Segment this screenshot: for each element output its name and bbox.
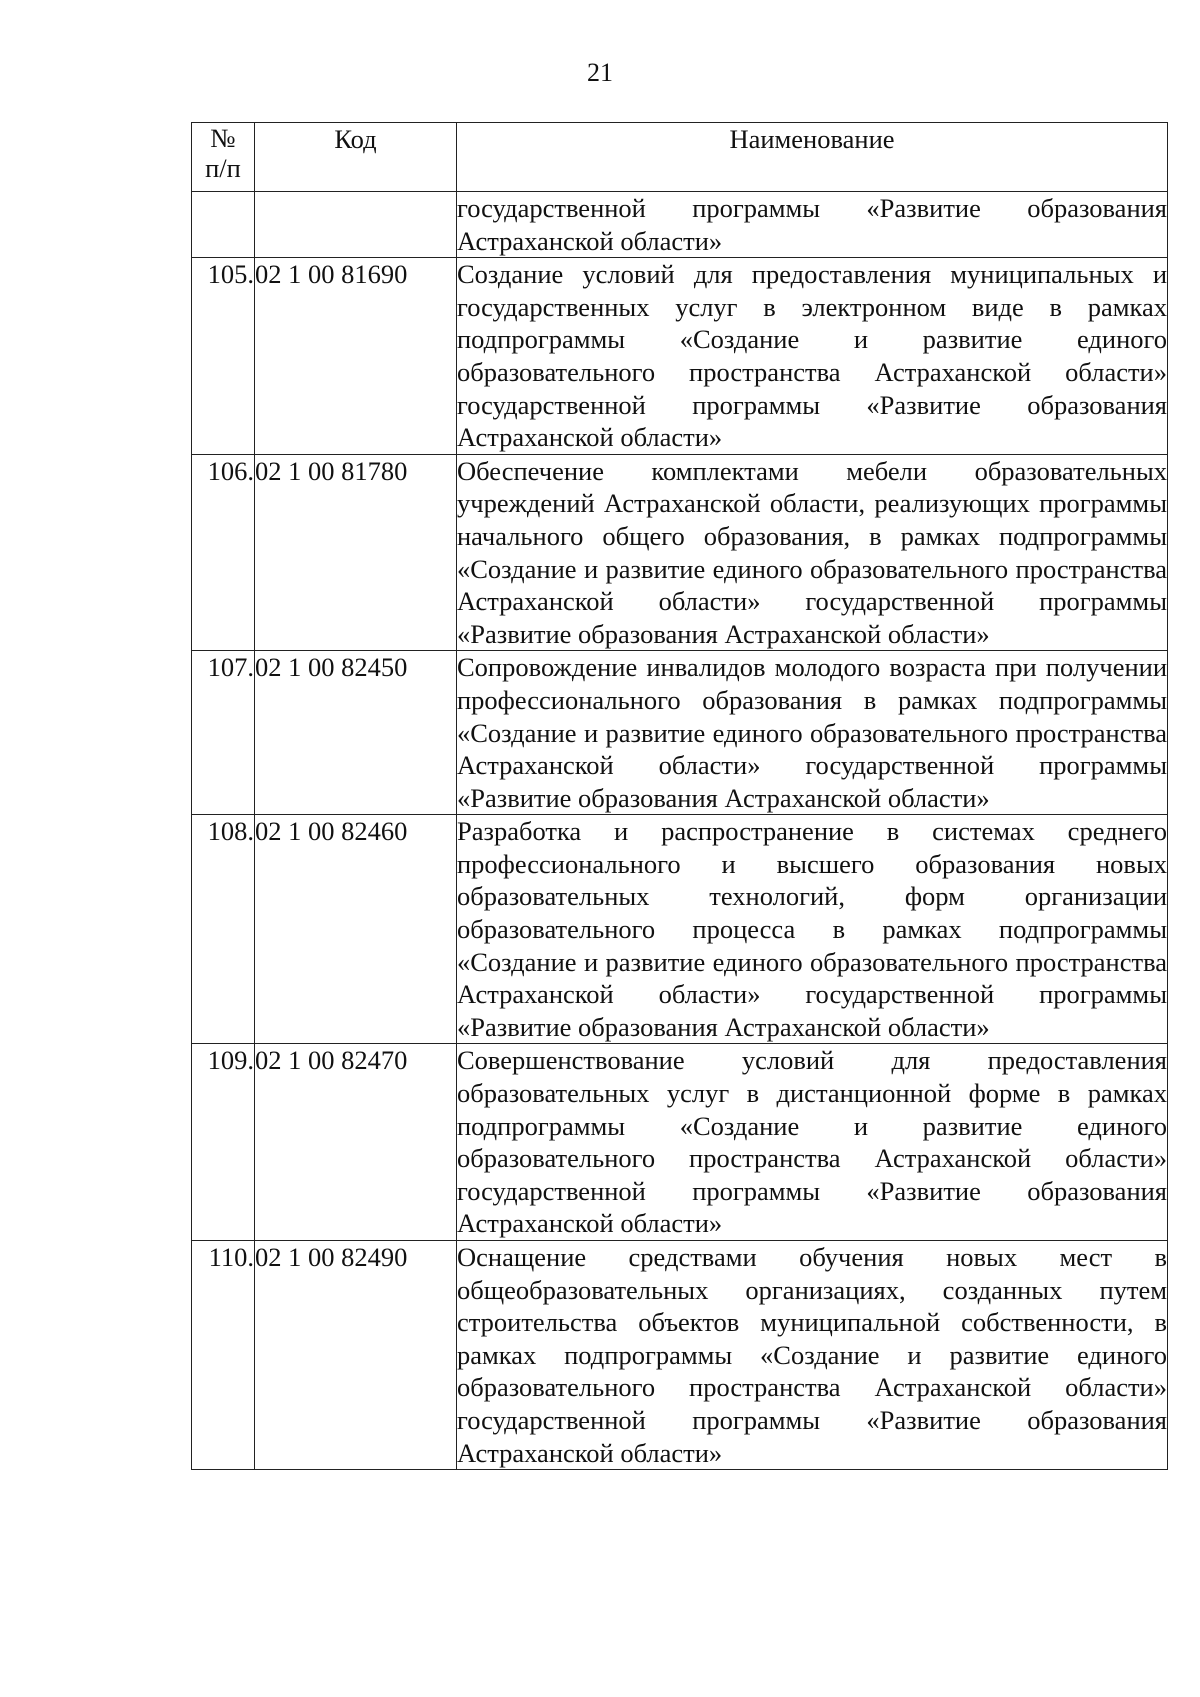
row-number-cell: 107. <box>192 651 255 815</box>
row-code-cell <box>255 192 457 258</box>
row-code-cell: 02 1 00 81780 <box>255 454 457 651</box>
column-header-number <box>192 123 255 192</box>
column-header-code: Код <box>255 123 457 192</box>
table-header-row <box>192 123 1168 192</box>
row-code-cell: 02 1 00 81690 <box>255 258 457 455</box>
row-name-cell: Разработка и распространение в системах среднего профессионального и высшего образования новых образовательных технологий, форм организации образовательного процесса в рамках подпрограммы «Создание и развитие единого образовательного пространства Астраханской области» государственной программы «Развитие образования Астраханской области» <box>457 815 1168 1044</box>
budget-codes-table <box>191 122 1168 1470</box>
row-name-cell: государственной программы «Развитие образования Астраханской области» <box>457 192 1168 258</box>
row-name-cell: Сопровождение инвалидов молодого возраста при получении профессионального образования в рамках подпрограммы «Создание и развитие единого образовательного пространства Астраханской области» государственной программы «Развитие образования Астраханской области» <box>457 651 1168 815</box>
row-code-cell: 02 1 00 82450 <box>255 651 457 815</box>
table-row <box>192 815 1168 1044</box>
row-code-cell: 02 1 00 82470 <box>255 1044 457 1241</box>
row-name-cell: Обеспечение комплектами мебели образовательных учреждений Астраханской области, реализующих программы начального общего образования, в рамках подпрограммы «Создание и развитие единого образовательного пространства Астраханской области» государственной программы «Развитие образования Астраханской области» <box>457 454 1168 651</box>
table-row <box>192 1241 1168 1470</box>
row-name-cell: Совершенствование условий для предоставления образовательных услуг в дистанционной форме в рамках подпрограммы «Создание и развитие единого образовательного пространства Астраханской области» государственной программы «Развитие образования Астраханской области» <box>457 1044 1168 1241</box>
row-name-cell: Создание условий для предоставления муниципальных и государственных услуг в электронном виде в рамках подпрограммы «Создание и развитие единого образовательного пространства Астраханской области» государственной программы «Развитие образования Астраханской области» <box>457 258 1168 455</box>
row-number-cell: 109. <box>192 1044 255 1241</box>
row-number-cell: 105. <box>192 258 255 455</box>
row-code-cell: 02 1 00 82460 <box>255 815 457 1044</box>
page-number: 21 <box>587 58 613 87</box>
table-row <box>192 651 1168 815</box>
table-row <box>192 1044 1168 1241</box>
row-code-cell: 02 1 00 82490 <box>255 1241 457 1470</box>
table-row <box>192 258 1168 455</box>
column-header-number-line2: п/п <box>205 153 241 183</box>
column-header-name: Наименование <box>457 123 1168 192</box>
row-number-cell: 106. <box>192 454 255 651</box>
row-name-cell: Оснащение средствами обучения новых мест в общеобразовательных организациях, созданных путем строительства объектов муниципальной собственности, в рамках подпрограммы «Создание и развитие единого образовательного пространства Астраханской области» государственной программы «Развитие образования Астраханской области» <box>457 1241 1168 1470</box>
row-number-cell: 110. <box>192 1241 255 1470</box>
column-header-number-line1: № <box>210 123 236 153</box>
table-row-continuation <box>192 192 1168 258</box>
row-number-cell: 108. <box>192 815 255 1044</box>
row-number-cell <box>192 192 255 258</box>
table-row <box>192 454 1168 651</box>
